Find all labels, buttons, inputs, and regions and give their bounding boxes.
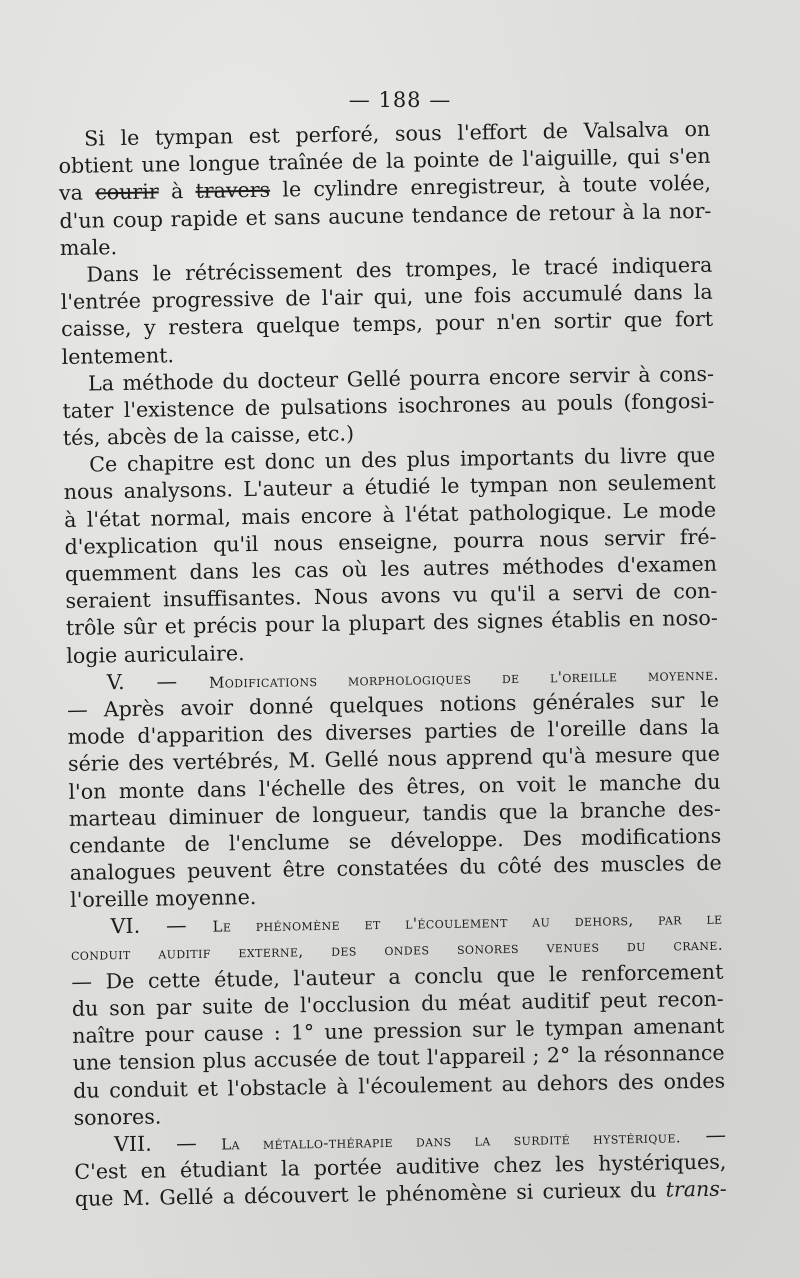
section-title: Le phénomène et l'écoulement au dehors, par le <box>212 910 723 937</box>
text-line: naître pour cause : 1° une pression sur le tympan amenant <box>72 1013 725 1049</box>
text-line: mode d'apparition des diverses parties de l'oreille dans la <box>67 714 720 750</box>
section-title: La métallo-thérapie dans la surdité hystérique. <box>221 1128 682 1154</box>
text-line: analogues peuvent être constatées du côté des muscles de <box>69 850 722 885</box>
text-line: trôle sûr et précis pour la plupart des signes établis en noso- <box>65 606 718 641</box>
text-segment: à <box>158 179 196 204</box>
text-line: à l'état normal, mais encore à l'état pathologique. Le mode <box>63 497 717 532</box>
text-line: male. <box>59 234 118 260</box>
text-line: série des vertébrés, M. Gellé nous apprend qu'à mesure que <box>67 741 721 777</box>
text-line: l'entrée progressive de l'air qui, une fois accumulé dans la <box>60 279 713 315</box>
em-dash: — <box>705 1122 727 1147</box>
text-segment: va <box>58 180 96 206</box>
text-line: seraient insuffisantes. Nous avons vu qu'il a servi de con- <box>65 578 718 614</box>
body-text <box>58 116 727 1214</box>
text-line: d'explication qu'il nous enseigne, pourra nous servir fré- <box>64 524 717 559</box>
text-line: tater l'existence de pulsations isochrones au pouls (fongosi- <box>62 388 715 423</box>
struck-word: courir <box>95 179 159 205</box>
text-line: une tension plus accusée de tout l'appareil ; 2° la résonnance <box>72 1041 725 1076</box>
text-line: cendante de l'enclume se développe. Des modifications <box>69 823 722 858</box>
section-number: V. — <box>106 668 178 695</box>
text-line: obtient une longue traînée de la pointe de l'aiguille, qui s'en <box>58 143 711 179</box>
text-line: du conduit et l'obstacle à l'écoulement au dehors des ondes <box>72 1068 726 1103</box>
text-line: Ce chapitre est donc un des plus importants du livre que <box>89 442 716 477</box>
text-line: nous analysons. L'auteur a étudié le tympan non seulement <box>63 470 716 505</box>
text-line: quemment dans les cas où les autres méthodes d'examen <box>64 551 718 586</box>
text-line: — De cette étude, l'auteur a conclu que le renforcement <box>71 959 724 994</box>
text-line: lentement. <box>61 342 175 369</box>
text-line: l'on monte dans l'échelle des êtres, on voit le manche du <box>68 769 721 804</box>
text-line: logie auriculaire. <box>66 640 245 668</box>
text-line: La méthode du docteur Gellé pourra encore servir à cons- <box>87 361 715 396</box>
text-line: — Après avoir donné quelques notions générales sur le <box>66 687 720 722</box>
text-line: tés, abcès de la caisse, etc.) <box>62 421 355 451</box>
text-line: Si le tympan est perforé, sous l'effort de Valsalva on <box>84 116 711 151</box>
text-line: Dans le rétrécissement des trompes, le tracé indiquera <box>86 252 713 287</box>
text-line: C'est en étudiant la portée auditive chez les hystériques, <box>74 1149 727 1184</box>
text-line: l'oreille moyenne. <box>69 885 257 913</box>
section-number: VI. — <box>110 913 187 939</box>
text-segment: que M. Gellé a découvert le phénomène si curieux du <box>74 1178 657 1212</box>
page-number: — 188 — <box>348 88 452 112</box>
section-title: Modifications morphologiques de l'oreille moyenne. <box>208 665 719 692</box>
text-line: marteau diminuer de longueur, tandis que la branche des- <box>68 796 721 831</box>
text-line: d'un coup rapide et sans aucune tendance de retour à la nor- <box>59 198 712 233</box>
text-line: caisse, y restera quelque temps, pour n'en sortir que fort <box>61 307 714 342</box>
struck-word: travers <box>195 178 271 204</box>
text-line: du son par suite de l'occlusion du méat auditif peut recon- <box>71 986 724 1021</box>
italic-word: trans- <box>665 1176 727 1202</box>
section-title-continued: conduit auditif externe, des ondes sonores venues du crane. <box>70 935 724 964</box>
section-number: VII. — <box>113 1130 197 1157</box>
text-segment: le cylindre enregistreur, à toute volée, <box>269 171 712 203</box>
text-line: sonores. <box>73 1104 162 1130</box>
